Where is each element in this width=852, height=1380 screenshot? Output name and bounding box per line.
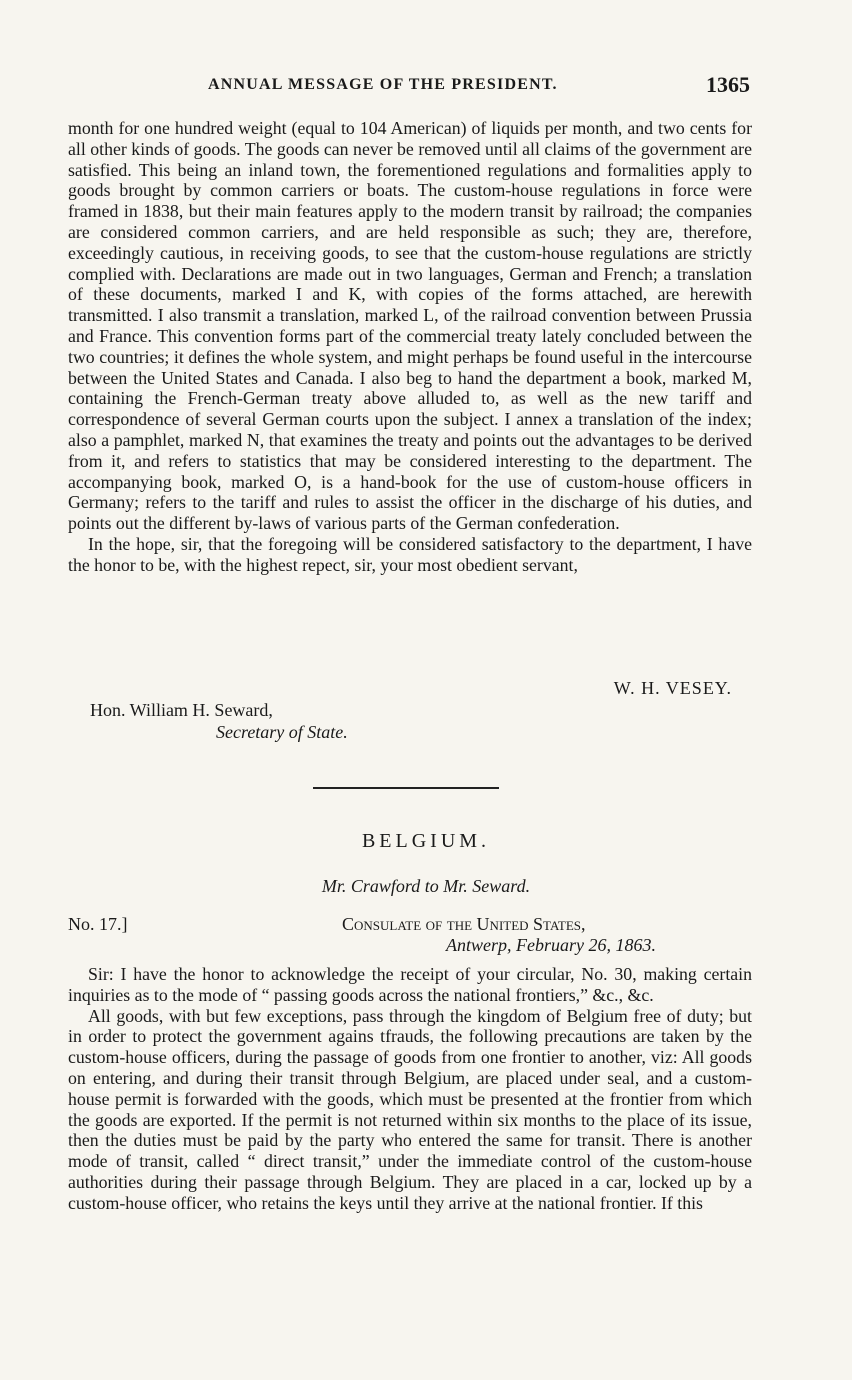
dateline: Antwerp, February 26, 1863. — [446, 935, 656, 955]
section-divider — [313, 787, 499, 789]
letter-body-vesey — [68, 118, 752, 576]
dispatch-number: No. 17.] — [68, 914, 128, 934]
signature: W. H. VESEY. — [613, 678, 732, 698]
page-header — [68, 72, 752, 104]
letter-heading: Mr. Crawford to Mr. Seward. — [321, 876, 531, 896]
addressee-title: Secretary of State. — [216, 722, 348, 742]
section-title: BELGIUM. — [361, 830, 491, 852]
paragraph: In the hope, sir, that the foregoing will be considered satisfactory to the department, I have the honor to be, with the highest repect, sir, your most obedient servant, — [68, 533, 752, 575]
paragraph: month for one hundred weight (equal to 104 American) of liquids per month, and two cents for all other kinds of goods. The goods can never be removed until all claims of the government are satisfied. This being an inland town, the forementioned regulations and formalities apply to goods brought by common carriers or boats. The custom-house regulations in force were framed in 1838, but their main features apply to the modern transit by railroad; the companies are considered common carriers, and are held responsible as such; they are, therefore, exceedingly cautious, in receiving goods, to see that the custom-house regulations are strictly complied with. Declarations are made out in two languages, German and French; a translation of these documents, marked I and K, with copies of the forms attached, are herewith transmitted. I also transmit a translation, marked L, of the railroad convention between Prussia and France. This convention forms part of the commercial treaty lately concluded between the two countries; it defines the whole system, and might perhaps be found useful in the intercourse between the United States and Canada. I also beg to hand the department a book, marked M, containing the French-German treaty above alluded to, as well as the new tariff and correspondence of several German courts upon the subject. I annex a translation of the index; also a pamphlet, marked N, that examines the treaty and points out the advantages to be derived from it, and refers to statistics that may be considered interesting to the department. The accompanying book, marked O, is a hand-book for the use of custom-house officers in Germany; refers to the tariff and rules to assist the officer in the discharge of his duties, and points out the different by-laws of various parts of the German confederation. — [68, 118, 752, 534]
page-number: 1365 — [706, 72, 750, 97]
addressee-name: Hon. William H. Seward, — [90, 700, 273, 720]
paragraph: Sir: I have the honor to acknowledge the receipt of your circular, No. 30, making certain inquiries as to the mode of “ passing goods across the national frontiers,” &c., &c. — [68, 964, 752, 1005]
sender-office: Consulate of the United States, — [342, 914, 586, 934]
paragraph: All goods, with but few exceptions, pass through the kingdom of Belgium free of duty; but in order to protect the government agains tfrauds, the following precautions are taken by the custom-house officers, during the passage of goods from one frontier to another, viz: All goods on entering, and during their transit through Belgium, are placed under seal, and a custom-house permit is forwarded with the goods, which must be presented at the frontier from which the goods are exported. If the permit is not returned within six months to the place of its issue, then the duties must be paid by the party who entered the same for transit. There is another mode of transit, called “ direct transit,” under the immediate control of the custom-house authorities during their passage through Belgium. They are placed in a car, locked up by a custom-house officer, who retains the keys until they arrive at the national frontier. If this — [68, 1005, 752, 1213]
running-title: ANNUAL MESSAGE OF THE PRESIDENT. — [208, 76, 558, 93]
letter-body-crawford — [68, 964, 752, 1214]
